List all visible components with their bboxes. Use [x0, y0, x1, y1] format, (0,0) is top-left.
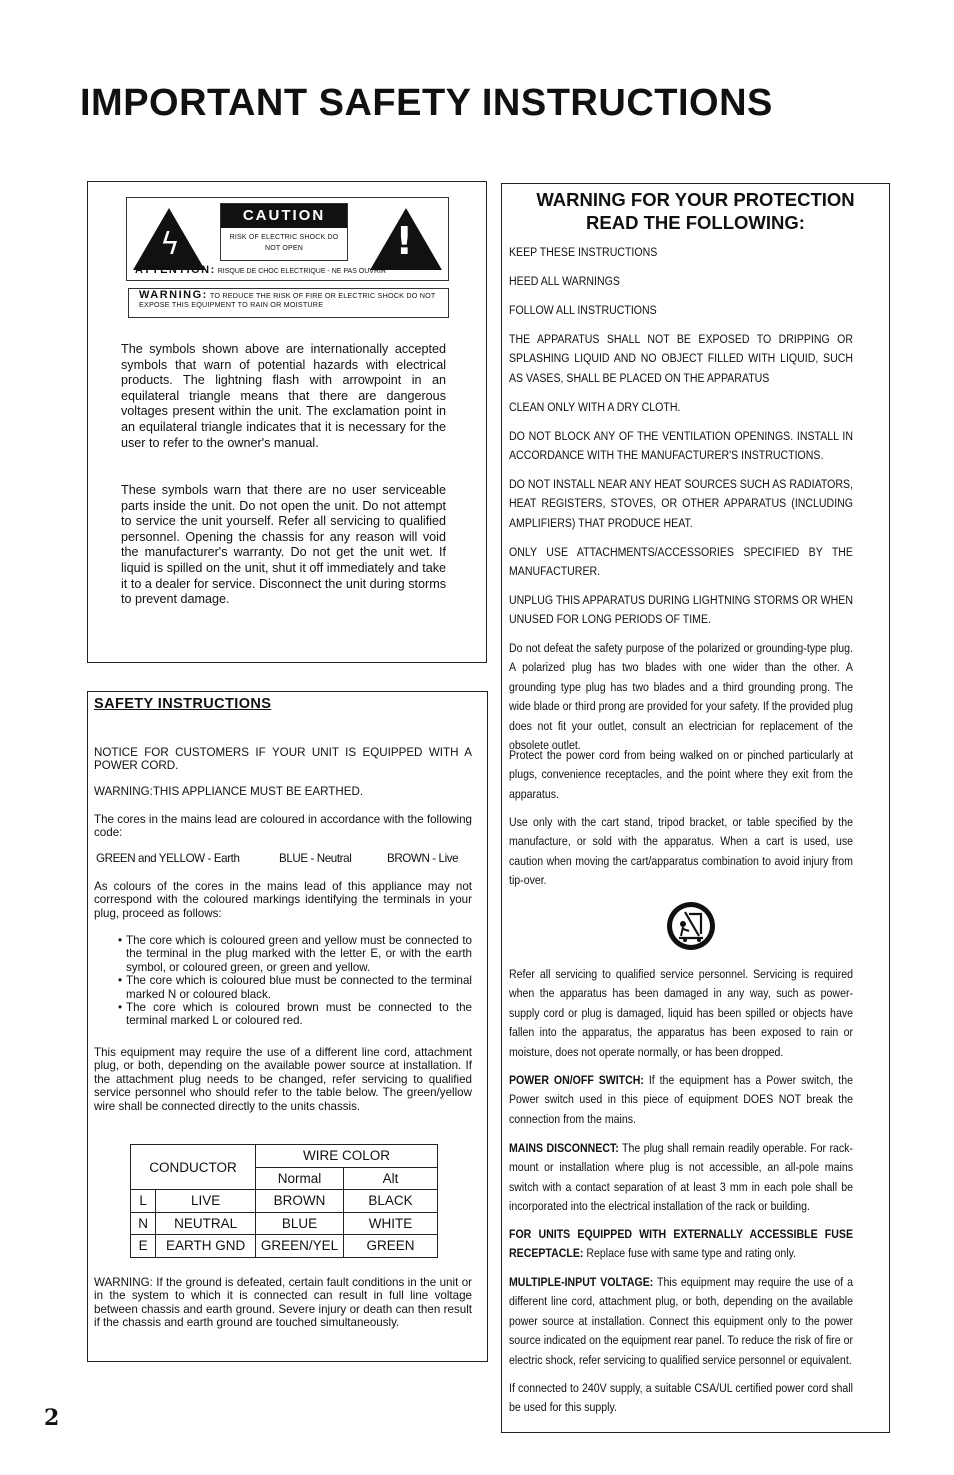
list-item: FOLLOW ALL INSTRUCTIONS [509, 303, 657, 317]
list-item: DO NOT BLOCK ANY OF THE VENTILATION OPENINGS. INSTALL IN ACCORDANCE WITH THE MANUFACTURER'S INSTRUCTIONS. [509, 429, 853, 463]
caution-center-panel [220, 203, 348, 261]
table-cell: BLACK [344, 1190, 438, 1213]
mains-disconnect-paragraph [509, 1139, 853, 1217]
line-cord-paragraph: This equipment may require the use of a different line cord, attachment plug, or both, depending on the available power source at installation. If the attachment plug needs to be changed, refer servicing to qualified service personnel who should refer to the table below. The green/yellow wire shall be connected directly to the units chassis. [94, 1046, 472, 1113]
wiring-bullet-list [118, 934, 472, 1028]
table-cell: BROWN [256, 1190, 344, 1213]
normal-header: Normal [256, 1167, 344, 1190]
mains-disconnect-text: The plug shall remain readily operable. For rack-mount or installation where plug is not accessible, an all-pole mains switch with a contact separation of at least 3 mm in each pole shall be incorporated into the electrical installation of the rack or building. [509, 1141, 853, 1214]
protection-title-line2: READ THE FOLLOWING: [586, 212, 805, 233]
table-cell: NEUTRAL [156, 1212, 256, 1235]
list-item: HEED ALL WARNINGS [509, 274, 620, 288]
list-item: CLEAN ONLY WITH A DRY CLOTH. [509, 400, 681, 414]
wire-color-table [130, 1144, 438, 1258]
table-cell: GREEN [344, 1235, 438, 1258]
cart-tipover-warning-icon [665, 900, 717, 952]
list-item: • The core which is coloured brown must be connected to the terminal marked L or coloured red. [118, 1001, 472, 1028]
power-switch-text: If the equipment has a Power switch, the Power switch used in this piece of equipment DOES NOT break the connection from the mains. [509, 1073, 853, 1126]
as-colours-paragraph: As colours of the cores in the mains lead of this appliance may not correspond with the coloured markings identifying the terminals in your plug, proceed as follows: [94, 880, 472, 920]
earthed-warning: WARNING:THIS APPLIANCE MUST BE EARTHED. [94, 785, 364, 798]
multiple-input-paragraph [509, 1273, 853, 1370]
protection-title-line1: WARNING FOR YOUR PROTECTION [536, 189, 855, 210]
attention-label: ATTENTION: [135, 264, 216, 276]
list-item: • The core which is coloured blue must be connected to the terminal marked N or coloured black. [118, 974, 472, 1001]
mains-disconnect-label: MAINS DISCONNECT: [509, 1141, 619, 1155]
attention-text: RISQUE DE CHOC ELECTRIQUE - NE PAS OUVRIR [217, 268, 387, 275]
warning-label-bold: WARNING: [139, 289, 208, 301]
list-item: DO NOT INSTALL NEAR ANY HEAT SOURCES SUCH AS RADIATORS, HEAT REGISTERS, STOVES, OR OTHER APPARATUS (INCLUDING AMPLIFIERS) THAT PRODUCE HEAT. [509, 477, 853, 530]
warning-label-text: TO REDUCE THE RISK OF FIRE OR ELECTRIC SHOCK DO NOT EXPOSE THIS EQUIPMENT TO RAIN OR MOISTURE [139, 291, 436, 309]
list-item: ONLY USE ATTACHMENTS/ACCESSORIES SPECIFIED BY THE MANUFACTURER. [509, 545, 853, 579]
table-cell: E [131, 1235, 156, 1258]
multiple-input-text: This equipment may require the use of a different line cord, attachment plug, or both, depending on the available power source at installation. Connect this equipment only to the power source indicated on the equipment rear panel. To reduce the risk of fire or electric shock, refer servicing to qualified service personnel or equivalent. [509, 1275, 853, 1367]
wire-color-header: WIRE COLOR [256, 1145, 438, 1168]
cores-paragraph: The cores in the mains lead are coloured in accordance with the following code: [94, 813, 472, 840]
safety-instructions-box [87, 691, 488, 1362]
table-cell: GREEN/YEL [256, 1235, 344, 1258]
table-cell: WHITE [344, 1212, 438, 1235]
safety-instructions-title: SAFETY INSTRUCTIONS [94, 696, 272, 712]
list-item: • The core which is coloured green and yellow must be connected to the terminal in the plug marked with the letter E, or with the earth symbol, or coloured green, or green and yellow. [118, 934, 472, 974]
table-cell: N [131, 1212, 156, 1235]
table-cell: LIVE [156, 1190, 256, 1213]
code-blue: BLUE - Neutral [279, 852, 352, 865]
table-cell: L [131, 1190, 156, 1213]
table-row [131, 1190, 438, 1213]
caution-risk-text: RISK OF ELECTRIC SHOCK DO NOT OPEN [229, 234, 339, 252]
protection-box [501, 183, 890, 1433]
cart-paragraph: Use only with the cart stand, tripod bracket, or table specified by the manufacture, or sold with the apparatus. When a cart is used, use caution when moving the cart/apparatus combination to avoid injury from tip-over. [509, 815, 853, 888]
fuse-label: FOR UNITS EQUIPPED WITH EXTERNALLY ACCESSIBLE FUSE RECEPTACLE: [509, 1227, 853, 1261]
multiple-input-label: MULTIPLE-INPUT VOLTAGE: [509, 1275, 654, 1289]
servicing-paragraph: Refer all servicing to qualified service personnel. Servicing is required when the apparatus has been damaged in any way, such as power-supply cord or plug is damaged, liquid has been spilled or objects have fallen into the apparatus, the apparatus has been exposed to rain or moisture, does not operate normally, or has been dropped. [509, 967, 853, 1059]
no-user-parts-paragraph: These symbols warn that there are no user serviceable parts inside the unit. Do not open the unit. Do not attempt to service the unit yourself. Refer all servicing to qualified personnel. Opening the chassis for any reason will void the manufacturer's warranty. Do not get the unit wet. If liquid is spilled on the unit, shut it off immediately and take it to a dealer for service. Disconnect the unit during storms to prevent damage. [121, 483, 446, 607]
page-title: IMPORTANT SAFETY INSTRUCTIONS [80, 82, 773, 124]
fuse-text: Replace fuse with same type and rating only. [586, 1246, 797, 1261]
ground-warning-paragraph: WARNING: If the ground is defeated, certain fault conditions in the unit or in the system to which it is connected can result in full line voltage between chassis and earth ground. Severe injury or death can then result if the chassis and earth ground are touched simultaneously. [94, 1276, 472, 1330]
power-switch-label: POWER ON/OFF SWITCH: [509, 1073, 644, 1087]
table-cell: BLUE [256, 1212, 344, 1235]
alt-header: Alt [344, 1167, 438, 1190]
csa-paragraph: If connected to 240V supply, a suitable CSA/UL certified power cord shall be used for this supply. [509, 1381, 853, 1415]
caution-word: CAUTION [221, 204, 347, 228]
caution-label [126, 197, 449, 281]
protection-title [502, 188, 889, 234]
code-green-yellow: GREEN and YELLOW - Earth [96, 852, 240, 865]
table-row [131, 1212, 438, 1235]
list-item: KEEP THESE INSTRUCTIONS [509, 245, 658, 259]
polarized-plug-paragraph: Do not defeat the safety purpose of the polarized or grounding-type plug. A polarized plug has two blades with one wider than the other. A grounding type plug has two blades and a third grounding prong. The wide blade or third prong are provided for your safety. If the provided plug does not fit your outlet, consult an electrician for replacement of the obsolete outlet. [509, 641, 853, 753]
symbols-paragraph: The symbols shown above are internationally accepted symbols that warn of potential hazards with electrical products. The lightning flash with arrowpoint in an equilateral triangle means that there are dangerous voltages present within the unit. The exclamation point in an equilateral triangle indicates that it is necessary for the user to refer to the owner's manual. [121, 342, 446, 450]
conductor-header: CONDUCTOR [131, 1145, 256, 1190]
caution-box [87, 181, 487, 663]
fuse-paragraph [509, 1225, 853, 1264]
list-item: UNPLUG THIS APPARATUS DURING LIGHTNING STORMS OR WHEN UNUSED FOR LONG PERIODS OF TIME. [509, 593, 853, 627]
table-cell: EARTH GND [156, 1235, 256, 1258]
attention-line [135, 264, 386, 276]
code-brown: BROWN - Live [387, 852, 459, 865]
lightning-bolt-icon: ϟ [160, 227, 180, 262]
power-cord-paragraph: Protect the power cord from being walked on or pinched particularly at plugs, convenience receptacles, and the point where they exit from the apparatus. [509, 748, 853, 801]
table-row [131, 1145, 438, 1168]
power-cord-notice: NOTICE FOR CUSTOMERS IF YOUR UNIT IS EQUIPPED WITH A POWER CORD. [94, 746, 472, 773]
exclamation-mark-icon: ! [395, 219, 413, 263]
power-switch-paragraph [509, 1071, 853, 1129]
warning-label [128, 288, 449, 318]
page-number: 2 [44, 1405, 60, 1431]
list-item: THE APPARATUS SHALL NOT BE EXPOSED TO DRIPPING OR SPLASHING LIQUID AND NO OBJECT FILLED WITH LIQUID, SUCH AS VASES, SHALL BE PLACED ON THE APPARATUS [509, 332, 853, 385]
table-row [131, 1235, 438, 1258]
